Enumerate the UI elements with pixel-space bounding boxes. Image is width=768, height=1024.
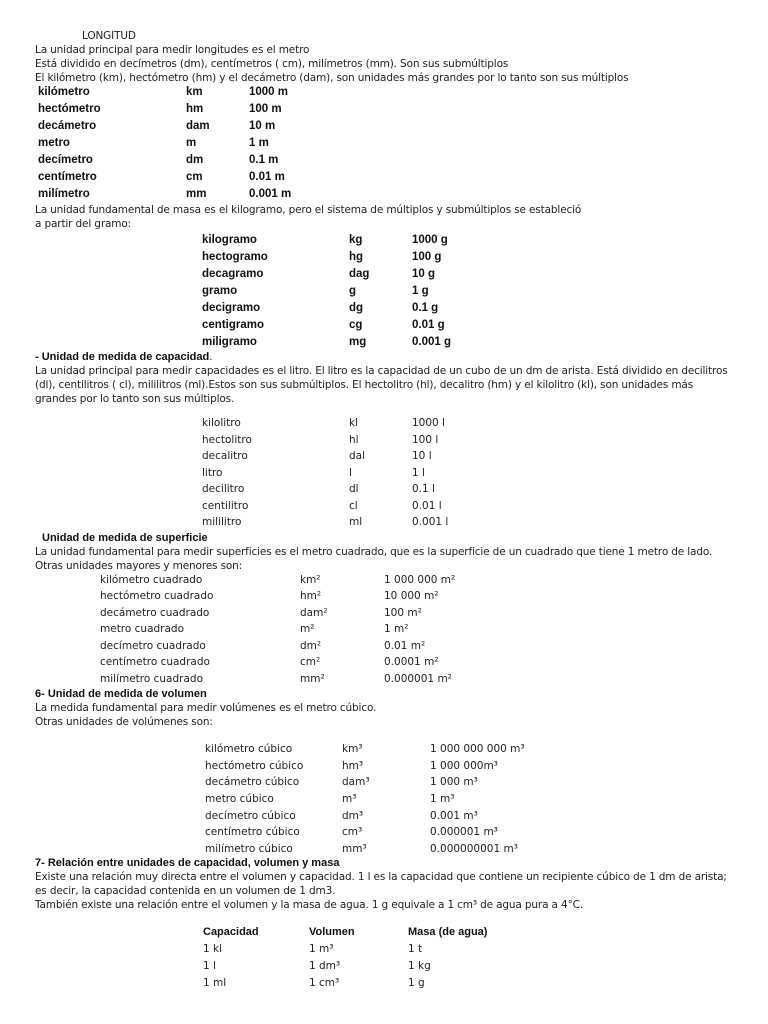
unit-value: 100 l xyxy=(412,434,439,446)
unit-value: 0.000001 m² xyxy=(384,673,452,685)
capacidad-heading: - Unidad de medida de capacidad. xyxy=(35,351,213,363)
unit-name: hectolitro xyxy=(202,434,252,446)
table-row xyxy=(0,574,768,590)
unit-symbol: hg xyxy=(349,251,364,263)
unit-name: hectogramo xyxy=(202,251,268,263)
unit-name: metro cúbico xyxy=(205,793,274,805)
unit-value: 1 000 m³ xyxy=(430,776,478,788)
unit-value: 100 g xyxy=(412,251,442,263)
unit-name: mililitro xyxy=(202,516,242,528)
unit-symbol: cm xyxy=(186,171,203,183)
unit-value: 100 m² xyxy=(384,607,422,619)
unit-name: decímetro cuadrado xyxy=(100,640,206,652)
unit-value: 10 000 m² xyxy=(384,590,439,602)
capacidad-intro-3: grandes por lo tanto son sus múltiplos. xyxy=(35,393,235,405)
capacidad-value: 1 l xyxy=(203,960,216,972)
unit-name: litro xyxy=(202,467,223,479)
capacidad-value: 1 kl xyxy=(203,943,223,955)
unit-name: kilómetro xyxy=(38,86,90,98)
unit-name: metro cuadrado xyxy=(100,623,185,635)
table-row xyxy=(0,434,768,450)
unit-symbol: km xyxy=(186,86,203,98)
table-row xyxy=(0,673,768,689)
superficie-intro-1: La unidad fundamental para medir superficies es el metro cuadrado, que es la superficie de un cuadrado que tiene 1 metro de lado. xyxy=(35,546,713,558)
table-row xyxy=(0,137,768,153)
header-masa: Masa (de agua) xyxy=(408,926,488,938)
unit-name: decímetro cúbico xyxy=(205,810,296,822)
unit-name: gramo xyxy=(202,285,238,297)
unit-name: centímetro cúbico xyxy=(205,826,300,838)
unit-symbol: hm³ xyxy=(342,760,364,772)
unit-name: decámetro cuadrado xyxy=(100,607,210,619)
table-row xyxy=(0,516,768,532)
unit-name: decámetro cúbico xyxy=(205,776,300,788)
unit-symbol: hl xyxy=(349,434,359,446)
unit-symbol: dal xyxy=(349,450,366,462)
unit-value: 0.000000001 m³ xyxy=(430,843,518,855)
table-row xyxy=(0,319,768,335)
unit-name: decilitro xyxy=(202,483,245,495)
unit-symbol: cl xyxy=(349,500,358,512)
masa-value: 1 g xyxy=(408,977,425,989)
unit-symbol: hm xyxy=(186,103,204,115)
unit-name: kilogramo xyxy=(202,234,257,246)
table-row xyxy=(0,120,768,136)
unit-value: 1 g xyxy=(412,285,429,297)
table-row xyxy=(0,810,768,826)
unit-symbol: mm xyxy=(186,188,207,200)
unit-name: milímetro xyxy=(38,188,90,200)
unit-symbol: ml xyxy=(349,516,363,528)
masa-value: 1 t xyxy=(408,943,423,955)
header-capacidad: Capacidad xyxy=(203,926,259,938)
table-row xyxy=(0,171,768,187)
unit-symbol: hm² xyxy=(300,590,322,602)
table-row xyxy=(0,483,768,499)
table-row xyxy=(0,607,768,623)
unit-value: 1000 l xyxy=(412,417,445,429)
superficie-intro-2: Otras unidades mayores y menores son: xyxy=(35,560,243,572)
unit-value: 0.0001 m² xyxy=(384,656,439,668)
unit-symbol: m² xyxy=(300,623,315,635)
unit-symbol: cg xyxy=(349,319,363,331)
unit-symbol: dam² xyxy=(300,607,328,619)
unit-value: 1 000 000 000 m³ xyxy=(430,743,525,755)
longitud-intro-1: La unidad principal para medir longitudes es el metro xyxy=(35,44,310,56)
table-row xyxy=(0,86,768,102)
table-row xyxy=(0,776,768,792)
unit-name: decigramo xyxy=(202,302,261,314)
unit-value: 0.1 m xyxy=(249,154,279,166)
volumen-intro-1: La medida fundamental para medir volúmenes es el metro cúbico. xyxy=(35,702,377,714)
table-row xyxy=(0,154,768,170)
unit-symbol: mg xyxy=(349,336,367,348)
unit-symbol: dag xyxy=(349,268,370,280)
masa-intro-2: a partir del gramo: xyxy=(35,218,132,230)
unit-value: 0.001 g xyxy=(412,336,451,348)
header-volumen: Volumen xyxy=(309,926,355,938)
longitud-intro-3: El kilómetro (km), hectómetro (hm) y el decámetro (dam), son unidades más grandes por lo tanto son sus múltiplos xyxy=(35,72,629,84)
unit-value: 0.01 m² xyxy=(384,640,426,652)
unit-name: centímetro cuadrado xyxy=(100,656,210,668)
unit-value: 1 m³ xyxy=(430,793,455,805)
unit-value: 10 g xyxy=(412,268,436,280)
table-row xyxy=(0,943,768,959)
unit-value: 0.001 m³ xyxy=(430,810,478,822)
volumen-heading: 6- Unidad de medida de volumen xyxy=(35,688,207,700)
unit-value: 0.01 l xyxy=(412,500,442,512)
unit-value: 0.01 m xyxy=(249,171,285,183)
unit-name: milímetro cuadrado xyxy=(100,673,204,685)
unit-name: metro xyxy=(38,137,70,149)
table-row xyxy=(0,251,768,267)
unit-value: 1000 m xyxy=(249,86,289,98)
unit-value: 0.01 g xyxy=(412,319,445,331)
unit-symbol: dam xyxy=(186,120,210,132)
relacion-intro-2: es decir, la capacidad contenida en un volumen de 1 dm3. xyxy=(35,885,336,897)
unit-value: 0.1 l xyxy=(412,483,435,495)
volumen-value: 1 cm³ xyxy=(309,977,340,989)
unit-symbol: dg xyxy=(349,302,364,314)
capacidad-value: 1 ml xyxy=(203,977,227,989)
unit-name: decagramo xyxy=(202,268,264,280)
unit-symbol: g xyxy=(349,285,357,297)
table-row xyxy=(0,268,768,284)
table-row xyxy=(0,977,768,993)
unit-value: 1 000 000m³ xyxy=(430,760,498,772)
unit-name: kilómetro cúbico xyxy=(205,743,293,755)
unit-symbol: mm³ xyxy=(342,843,367,855)
unit-value: 10 l xyxy=(412,450,432,462)
unit-symbol: m³ xyxy=(342,793,357,805)
table-row xyxy=(0,467,768,483)
relacion-heading: 7- Relación entre unidades de capacidad, volumen y masa xyxy=(35,857,340,869)
table-row xyxy=(0,188,768,204)
relacion-intro-1: Existe una relación muy directa entre el volumen y capacidad. 1 l es la capacidad que contiene un recipiente cúbico de 1 dm de arista; xyxy=(35,871,727,883)
unit-value: 1 000 000 m² xyxy=(384,574,456,586)
capacidad-intro-1: La unidad principal para medir capacidades es el litro. El litro es la capacidad de un cubo de un dm de arista. Está dividido en decilitros xyxy=(35,365,728,377)
unit-symbol: dam³ xyxy=(342,776,370,788)
table-row xyxy=(0,590,768,606)
unit-value: 100 m xyxy=(249,103,282,115)
unit-symbol: kg xyxy=(349,234,363,246)
table-row xyxy=(0,960,768,976)
unit-name: hectómetro cúbico xyxy=(205,760,304,772)
table-row xyxy=(0,450,768,466)
unit-name: hectómetro cuadrado xyxy=(100,590,214,602)
unit-name: decímetro xyxy=(38,154,93,166)
table-row xyxy=(0,656,768,672)
table-row xyxy=(0,640,768,656)
unit-symbol: dm² xyxy=(300,640,322,652)
table-row xyxy=(0,285,768,301)
capacidad-intro-2: (dl), centilitros ( cl), mililitros (ml).Estos son sus submúltiplos. El hectolitro (hl), decalitro (hm) y el kilolitro (kl), son unidades más xyxy=(35,379,694,391)
table-row xyxy=(0,500,768,516)
unit-value: 0.001 l xyxy=(412,516,449,528)
masa-intro-1: La unidad fundamental de masa es el kilogramo, pero el sistema de múltiplos y submúltiplos se estableció xyxy=(35,204,582,216)
unit-name: centilitro xyxy=(202,500,249,512)
table-row xyxy=(0,417,768,433)
table-row xyxy=(0,826,768,842)
unit-value: 0.000001 m³ xyxy=(430,826,498,838)
unit-name: centímetro xyxy=(38,171,97,183)
volumen-value: 1 dm³ xyxy=(309,960,341,972)
unit-symbol: km³ xyxy=(342,743,363,755)
relacion-intro-3: También existe una relación entre el volumen y la masa de agua. 1 g equivale a 1 cm³ de agua pura a 4°C. xyxy=(35,899,584,911)
unit-symbol: kl xyxy=(349,417,358,429)
table-row xyxy=(0,743,768,759)
volumen-value: 1 m³ xyxy=(309,943,334,955)
masa-value: 1 kg xyxy=(408,960,431,972)
table-row xyxy=(0,623,768,639)
unit-name: milímetro cúbico xyxy=(205,843,293,855)
unit-symbol: l xyxy=(349,467,352,479)
unit-symbol: dm³ xyxy=(342,810,364,822)
table-row xyxy=(0,302,768,318)
unit-name: decalitro xyxy=(202,450,248,462)
table-row xyxy=(0,103,768,119)
unit-name: kilómetro cuadrado xyxy=(100,574,203,586)
unit-name: decámetro xyxy=(38,120,97,132)
table-header xyxy=(0,926,768,942)
unit-value: 0.1 g xyxy=(412,302,439,314)
unit-value: 1000 g xyxy=(412,234,448,246)
table-row xyxy=(0,234,768,250)
unit-value: 10 m xyxy=(249,120,276,132)
longitud-intro-2: Está dividido en decímetros (dm), centímetros ( cm), milímetros (mm). Son sus submúltiplos xyxy=(35,58,509,70)
unit-symbol: m xyxy=(186,137,197,149)
unit-value: 0.001 m xyxy=(249,188,292,200)
unit-symbol: mm² xyxy=(300,673,325,685)
unit-value: 1 m xyxy=(249,137,269,149)
unit-symbol: cm³ xyxy=(342,826,363,838)
table-row xyxy=(0,760,768,776)
unit-value: 1 l xyxy=(412,467,425,479)
unit-name: centigramo xyxy=(202,319,264,331)
longitud-title: LONGITUD xyxy=(82,30,136,42)
unit-symbol: km² xyxy=(300,574,321,586)
unit-symbol: cm² xyxy=(300,656,321,668)
unit-name: miligramo xyxy=(202,336,257,348)
unit-name: kilolitro xyxy=(202,417,241,429)
unit-name: hectómetro xyxy=(38,103,101,115)
unit-symbol: dm xyxy=(186,154,204,166)
unit-value: 1 m² xyxy=(384,623,409,635)
superficie-heading: Unidad de medida de superficie xyxy=(42,532,208,544)
table-row xyxy=(0,336,768,352)
table-row xyxy=(0,793,768,809)
unit-symbol: dl xyxy=(349,483,359,495)
volumen-intro-2: Otras unidades de volúmenes son: xyxy=(35,716,213,728)
